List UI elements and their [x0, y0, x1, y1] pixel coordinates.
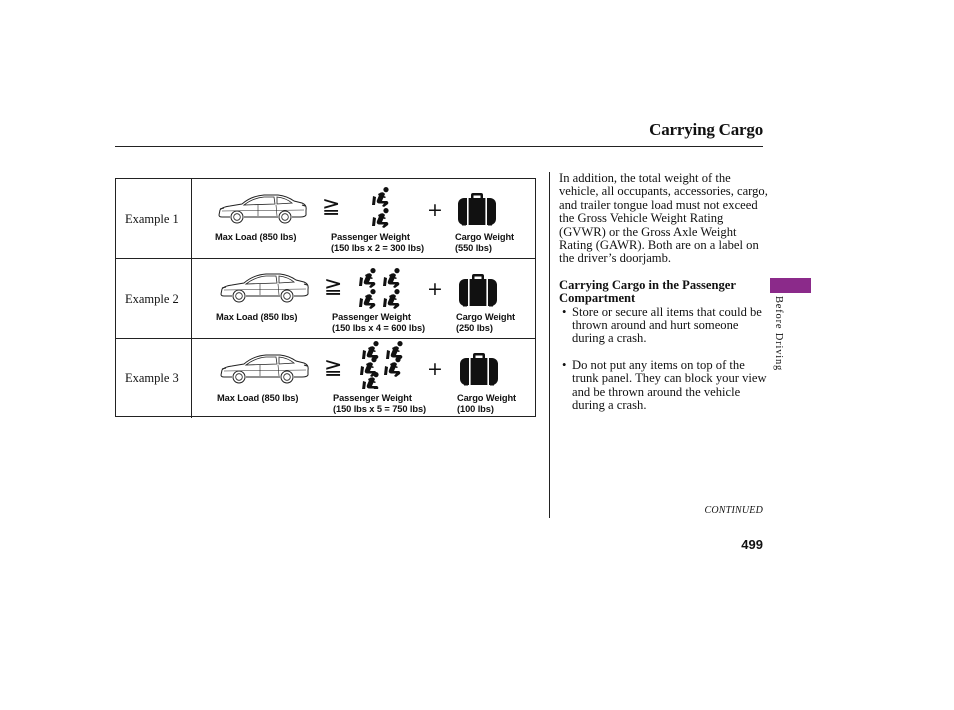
bullet-text: Do not put any items on top of the trunk panel. They can block your view and be thrown around the vehicle during a crash. [572, 357, 767, 413]
example-label: Example 3 [125, 371, 179, 385]
example-label-cell [116, 179, 192, 258]
suitcase-icon [459, 352, 499, 386]
example-label: Example 2 [125, 292, 179, 306]
plus-symbol: + [427, 278, 443, 300]
greater-equal-symbol: ≧ [324, 274, 343, 299]
example-label-cell [116, 339, 192, 418]
bullet-item [559, 306, 769, 346]
intro-paragraph: In addition, the total weight of the vehicle, all occupants, accessories, cargo, and trailer tongue load must not exceed the Gross Vehicle Weight Rating (GVWR) or the Gross Axle Weight Rating (GAWR). Both are on a label on the driver’s doorjamb. [559, 171, 768, 266]
car-icon [216, 191, 309, 225]
passenger-weight-formula: (150 lbs x 4 = 600 lbs) [332, 323, 426, 333]
max-load-caption: Max Load (850 lbs) [215, 232, 297, 242]
passenger-group-icon [370, 187, 394, 229]
example-row-3 [116, 339, 535, 418]
bullet-marker: • [562, 304, 567, 319]
bullet-text: Store or secure all items that could be thrown around and hurt someone during a crash. [572, 304, 762, 346]
passenger-group-icon [358, 341, 406, 389]
max-load-caption: Max Load (850 lbs) [216, 312, 298, 322]
passenger-weight-caption: Passenger Weight [331, 232, 410, 242]
page-title: Carrying Cargo [649, 120, 763, 139]
plus-symbol: + [427, 358, 443, 380]
passenger-weight-formula: (150 lbs x 5 = 750 lbs) [333, 404, 427, 414]
car-icon [218, 351, 311, 385]
example-label-cell [116, 259, 192, 338]
greater-equal-symbol: ≧ [324, 355, 343, 380]
section-side-label: Before Driving [773, 296, 784, 372]
cargo-weight-caption: Cargo Weight [456, 312, 516, 322]
body-text-column [559, 172, 769, 413]
example-label: Example 1 [125, 212, 179, 226]
column-divider [549, 172, 550, 518]
cargo-weight-value: (250 lbs) [456, 323, 493, 333]
cargo-weight-value: (550 lbs) [455, 243, 492, 253]
suitcase-icon [458, 273, 498, 307]
continued-note: CONTINUED [704, 505, 763, 516]
car-icon [218, 270, 311, 304]
passenger-weight-caption: Passenger Weight [332, 312, 411, 322]
cargo-examples-table [115, 178, 536, 417]
example-row-1 [116, 179, 535, 259]
max-load-caption: Max Load (850 lbs) [217, 393, 299, 403]
cargo-weight-caption: Cargo Weight [455, 232, 515, 242]
passenger-weight-formula: (150 lbs x 2 = 300 lbs) [331, 243, 425, 253]
plus-symbol: + [427, 199, 443, 221]
cargo-weight-value: (100 lbs) [457, 404, 494, 414]
cargo-weight-caption: Cargo Weight [457, 393, 517, 403]
section-tab [770, 278, 811, 293]
passenger-weight-caption: Passenger Weight [333, 393, 412, 403]
example-row-2 [116, 259, 535, 339]
passenger-group-icon [357, 268, 405, 310]
bullet-item [559, 359, 769, 413]
title-rule [115, 146, 763, 147]
greater-equal-symbol: ≧ [322, 194, 341, 219]
section-subheading: Carrying Cargo in the Passenger Compartment [559, 277, 736, 306]
suitcase-icon [457, 192, 497, 226]
page-number: 499 [741, 537, 763, 552]
bullet-marker: • [562, 357, 567, 372]
